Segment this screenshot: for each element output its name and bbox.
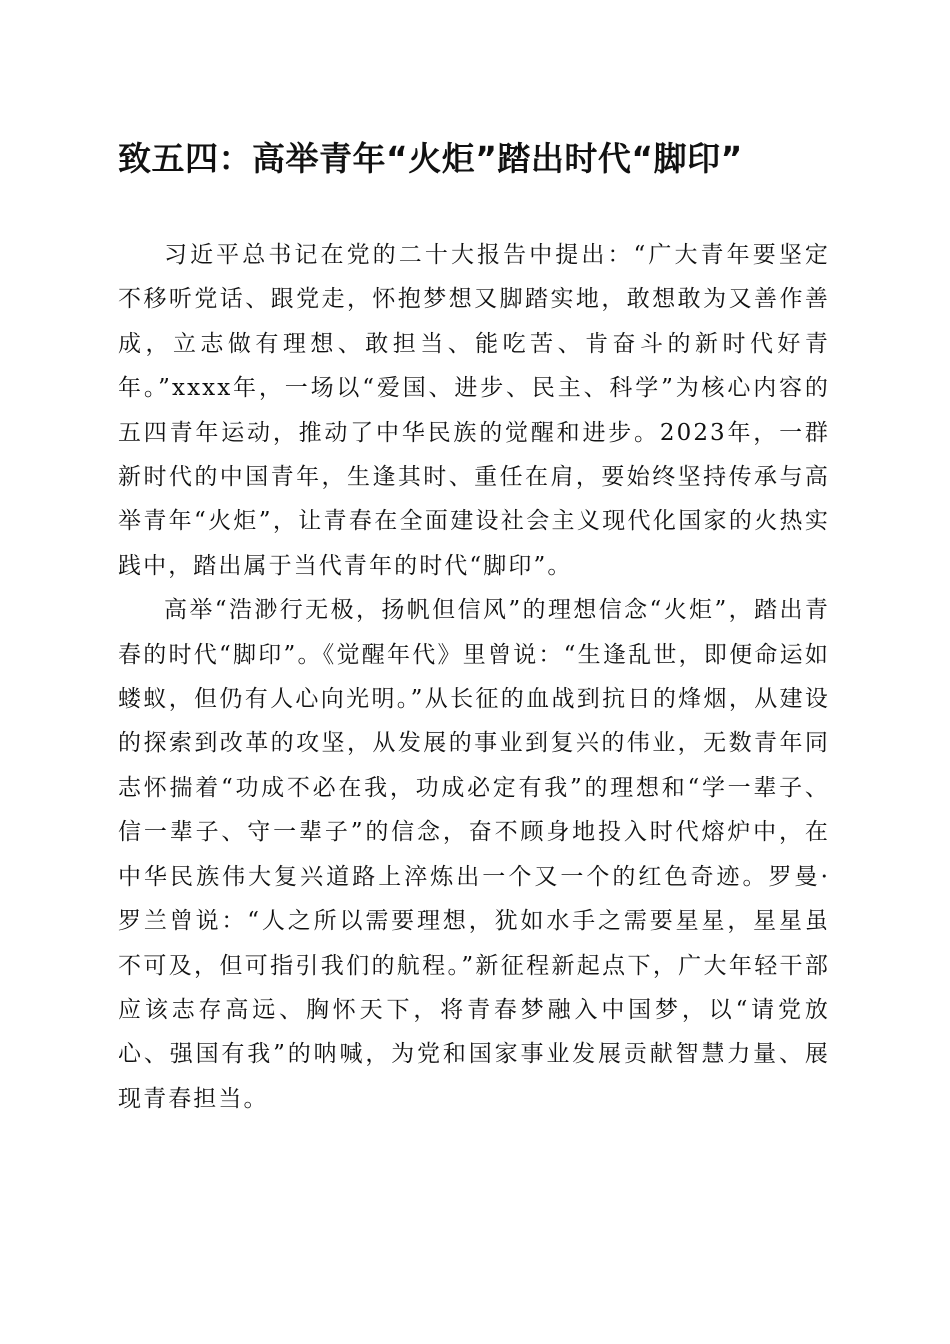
paragraph-2: 高举“浩渺行无极，扬帆但信风”的理想信念“火炬”，踏出青春的时代“脚印”。《觉醒年代》里曾说：“生逢乱世，即便命运如蝼蚁，但仍有人心向光明。”从长征的血战到抗日的烽烟，从建设的探索到改革的攻坚，从发展的事业到复兴的伟业，无数青年同志怀揣着“功成不必在我，功成必定有我”的理想和“学一辈子、信一辈子、守一辈子”的信念，奋不顾身地投入时代熔炉中，在中华民族伟大复兴道路上淬炼出一个又一个的红色奇迹。罗曼·罗兰曾说：“人之所以需要理想，犹如水手之需要星星，星星虽不可及，但可指引我们的航程。”新征程新起点下，广大年轻干部应该志存高远、胸怀天下，将青春梦融入中国梦，以“请党放心、强国有我”的呐喊，为党和国家事业发展贡献智慧力量、展现青春担当。 [118, 597, 830, 1112]
paragraph-1: 习近平总书记在党的二十大报告中提出：“广大青年要坚定不移听党话、跟党走，怀抱梦想又脚踏实地，敢想敢为又善作善成，立志做有理想、敢担当、能吃苦、肯奋斗的新时代好青年。”xxxx年，一场以“爱国、进步、民主、科学”为核心内容的五四青年运动，推动了中华民族的觉醒和进步。2023年，一群新时代的中国青年，生逢其时、重任在肩，要始终坚持传承与高举青年“火炬”，让青春在全面建设社会主义现代化国家的火热实践中，踏出属于当代青年的时代“脚印”。 [118, 242, 830, 579]
page-title: 致五四：高举青年“火炬”踏出时代“脚印” [118, 139, 743, 178]
article-body [118, 233, 830, 1121]
